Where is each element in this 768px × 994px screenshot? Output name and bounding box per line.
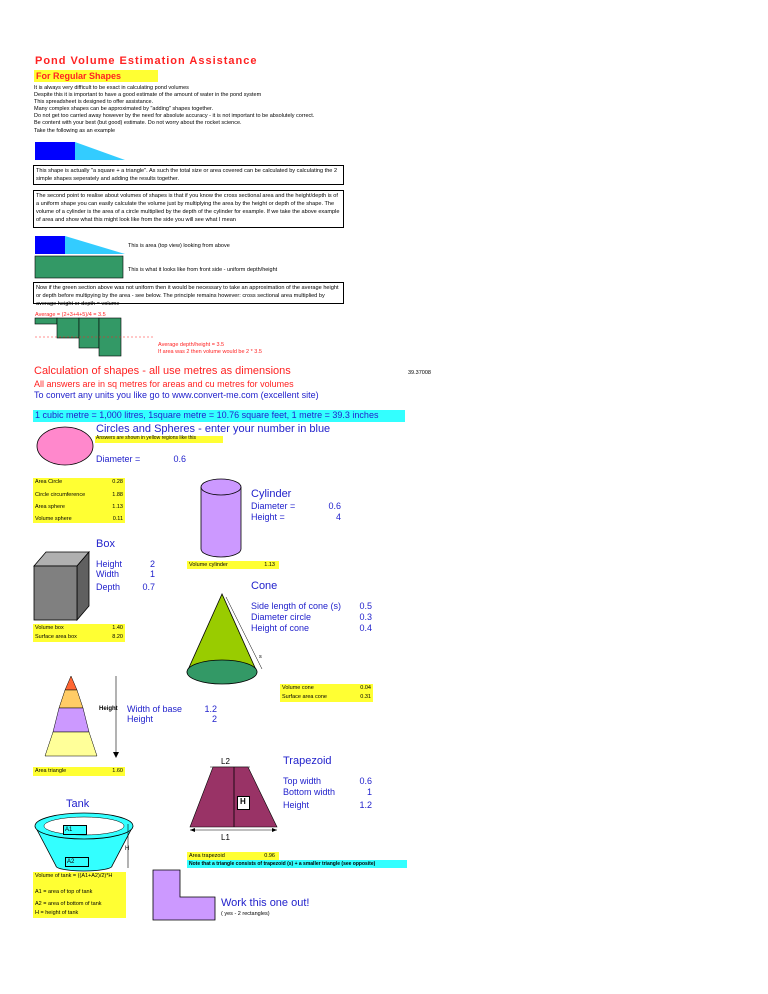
triangle-width-input[interactable]: 1.2: [204, 704, 217, 714]
trapezoid-row-label: Top width: [283, 776, 322, 786]
result-value: 0.28: [112, 479, 123, 485]
answers-shown-text: Answers are shown in yellow regions like this: [96, 435, 197, 441]
result-label: Volume box: [35, 625, 64, 631]
units-bar: [33, 410, 405, 422]
tank-line: Volume of tank = ((A1+A2)/2)*H: [35, 873, 113, 879]
trapezoid-note: [187, 860, 407, 868]
cone-row-label: Height of cone: [251, 623, 310, 633]
convert-line: To convert any units you like go to www.convert-me.com (excellent site): [34, 390, 319, 400]
calc-value: 39.37008: [408, 370, 431, 376]
page-title: Pond Volume Estimation Assistance: [35, 55, 258, 67]
tank-line: A2 = area of bottom of tank: [35, 901, 102, 907]
tank-line: A1 = area of top of tank: [35, 889, 93, 895]
work-title: Work this one out!: [221, 897, 310, 909]
result-label: Volume sphere: [35, 516, 72, 522]
cylinder-height-label: Height =: [251, 512, 285, 522]
intro-line: It is always very difficult to be exact in calculating pond volumes: [34, 85, 189, 91]
top-view-diagram: [35, 236, 125, 254]
l-shape-icon: [152, 869, 216, 921]
tank-formulas: [33, 872, 126, 918]
cylinder-diameter-input[interactable]: 0.6: [328, 501, 341, 511]
trapezoid-row-label: Bottom width: [283, 787, 336, 797]
intro-line: Many complex shapes can be approximated by "adding" shapes together.: [34, 106, 214, 112]
avg-depth-label: Average depth/height = 3.5: [158, 342, 225, 348]
result-label: Surface area cone: [282, 694, 327, 700]
stepped-depth-diagram: [35, 318, 175, 358]
result-value: 0.04: [360, 685, 371, 691]
answers-shown-note: [95, 436, 223, 443]
result-value: 1.40: [112, 625, 123, 631]
tank-a2-mark: [65, 857, 89, 867]
subtitle: For Regular Shapes: [34, 70, 158, 82]
box-depth-input[interactable]: 0.7: [142, 582, 155, 592]
cone-height-input[interactable]: 0.4: [359, 623, 372, 633]
result-value: 8.20: [112, 634, 123, 640]
diameter-input[interactable]: 0.6: [173, 454, 186, 464]
result-label: Volume cone: [282, 685, 314, 691]
trapezoid-note-text: Note that a triangle consists of trapezoid (s) + a smaller triangle (see opposite): [189, 861, 376, 867]
cone-title: Cone: [251, 580, 278, 592]
trapezoid-top-input[interactable]: 0.6: [359, 776, 372, 786]
trapezoid-bottom-input[interactable]: 1: [366, 787, 372, 797]
box-icon: [34, 551, 90, 621]
result-value: 0.31: [360, 694, 371, 700]
box-results: [33, 624, 125, 642]
result-label: Volume cylinder: [189, 562, 228, 568]
avg-volume-label: If area was 2 then volume would be 2 * 3.5: [158, 349, 262, 355]
work-sub: ( yes - 2 rectangles): [221, 911, 270, 917]
triangle-row-label: Width of base: [127, 704, 183, 714]
circle-icon: [36, 426, 94, 466]
cylinder-title: Cylinder: [251, 488, 292, 500]
diameter-label: Diameter =: [96, 454, 141, 464]
triangle-icon: [34, 674, 124, 760]
intro-line: Do not get too carried away however by the need for absolute accuracy - it is not important to be absolutely correct.: [34, 113, 315, 119]
cone-diameter-input[interactable]: 0.3: [359, 612, 372, 622]
calc-heading: Calculation of shapes - all use metres as dimensions: [34, 365, 291, 377]
tank-line: H = height of tank: [35, 910, 79, 916]
intro-line: This spreadsheet is designed to offer assistance.: [34, 99, 154, 105]
trapezoid-result: [187, 852, 279, 860]
trapezoid-h-mark: [237, 796, 250, 810]
explanation-box-2: The second point to realise about volumes of shapes is that if you know the cross sectional area and the height/depth is of a uniform shape you can easily calculate the volume just by multiplying the area by the height or depth of the shape. The volume of a cylinder is the area of a circle multiplied by the depth of the cylinder for example. If we take the above example of area and show what this might look like from the side you will see what I mean: [33, 190, 344, 228]
result-label: Surface area box: [35, 634, 77, 640]
cylinder-icon: [200, 478, 242, 558]
trapezoid-l1-mark: L1: [221, 833, 230, 842]
trapezoid-height-input[interactable]: 1.2: [359, 800, 372, 810]
box-width-label: Width: [96, 569, 120, 579]
box-width-input[interactable]: 1: [149, 569, 155, 579]
box-title: Box: [96, 538, 115, 550]
cone-s-mark: s: [259, 654, 262, 660]
cone-side-input[interactable]: 0.5: [359, 601, 372, 611]
cylinder-diameter-label: Diameter =: [251, 501, 296, 511]
explanation-box-1: This shape is actually "a square + a triangle". As such the total size or area covered can be calculated by calculating the 2 simple shapes seperately and adding the results together.: [33, 165, 344, 185]
result-value: 1.13: [112, 504, 123, 510]
triangle-result: [33, 767, 125, 776]
result-value: 1.13: [264, 562, 275, 568]
intro-line: Be content with your best (but good) estimate. Do not worry about the rocket science.: [34, 120, 242, 126]
explanation-box-3: Now if the green section above was not uniform then it would be necessary to take an approximation of the average height or depth before multipying by the area - see below. The principle remains however: cross sectional area multiplied by average height or depth = volume: [33, 282, 344, 304]
tank-a1-text: A1: [65, 827, 73, 833]
circles-heading: Circles and Spheres - enter your number in blue: [96, 423, 331, 435]
side-view-diagram: [35, 256, 123, 278]
result-value: 1.60: [112, 768, 123, 774]
intro-line: Take the following as an example: [34, 128, 116, 134]
triangle-row-label: Height: [127, 714, 154, 724]
tank-h-mark: H: [125, 846, 130, 852]
tank-a2-text: A2: [67, 859, 75, 865]
answers-line: All answers are in sq metres for areas and cu metres for volumes: [34, 379, 294, 389]
result-label: Circle circumference: [35, 492, 86, 498]
cylinder-result: [187, 561, 279, 569]
intro-line: Despite this it is important to have a good estimate of the amount of water in the pond system: [34, 92, 262, 98]
cone-results: [280, 684, 373, 702]
result-value: 0.96: [264, 853, 275, 859]
box-height-input[interactable]: 2: [149, 559, 155, 569]
trapezoid-icon: [188, 764, 280, 832]
triangle-height-mark: Height: [99, 706, 118, 712]
result-label: Area triangle: [35, 768, 67, 774]
trapezoid-title: Trapezoid: [283, 755, 332, 767]
box-height-label: Height: [96, 559, 123, 569]
result-label: Area sphere: [35, 504, 65, 510]
cone-row-label: Side length of cone (s): [251, 601, 342, 611]
area-top-label: This is area (top view) looking from above: [128, 243, 230, 249]
front-side-label: This is what it looks like from front side - uniform depth/height: [128, 267, 278, 273]
circle-results: [33, 478, 125, 523]
units-text: 1 cubic metre = 1,000 litres, 1square metre = 10.76 square feet, 1 metre = 39.3 inches: [35, 410, 379, 420]
trapezoid-h-text: H: [240, 797, 246, 806]
box-depth-label: Depth: [96, 582, 121, 592]
trapezoid-row-label: Height: [283, 800, 310, 810]
result-label: Area Circle: [35, 479, 63, 485]
result-value: 0.11: [112, 516, 123, 522]
tank-a1-mark: [63, 825, 87, 835]
result-value: 1.88: [112, 492, 123, 498]
triangle-height-input[interactable]: 2: [211, 714, 217, 724]
average-label: Average = (2+3+4+5)/4 = 3.5: [35, 312, 106, 318]
square-triangle-diagram: [35, 142, 125, 160]
tank-title: Tank: [66, 798, 90, 810]
result-label: Area trapezoid: [189, 853, 225, 859]
cone-row-label: Diameter circle: [251, 612, 312, 622]
cylinder-height-input[interactable]: 4: [335, 512, 341, 522]
trapezoid-l2-mark: L2: [221, 757, 230, 766]
